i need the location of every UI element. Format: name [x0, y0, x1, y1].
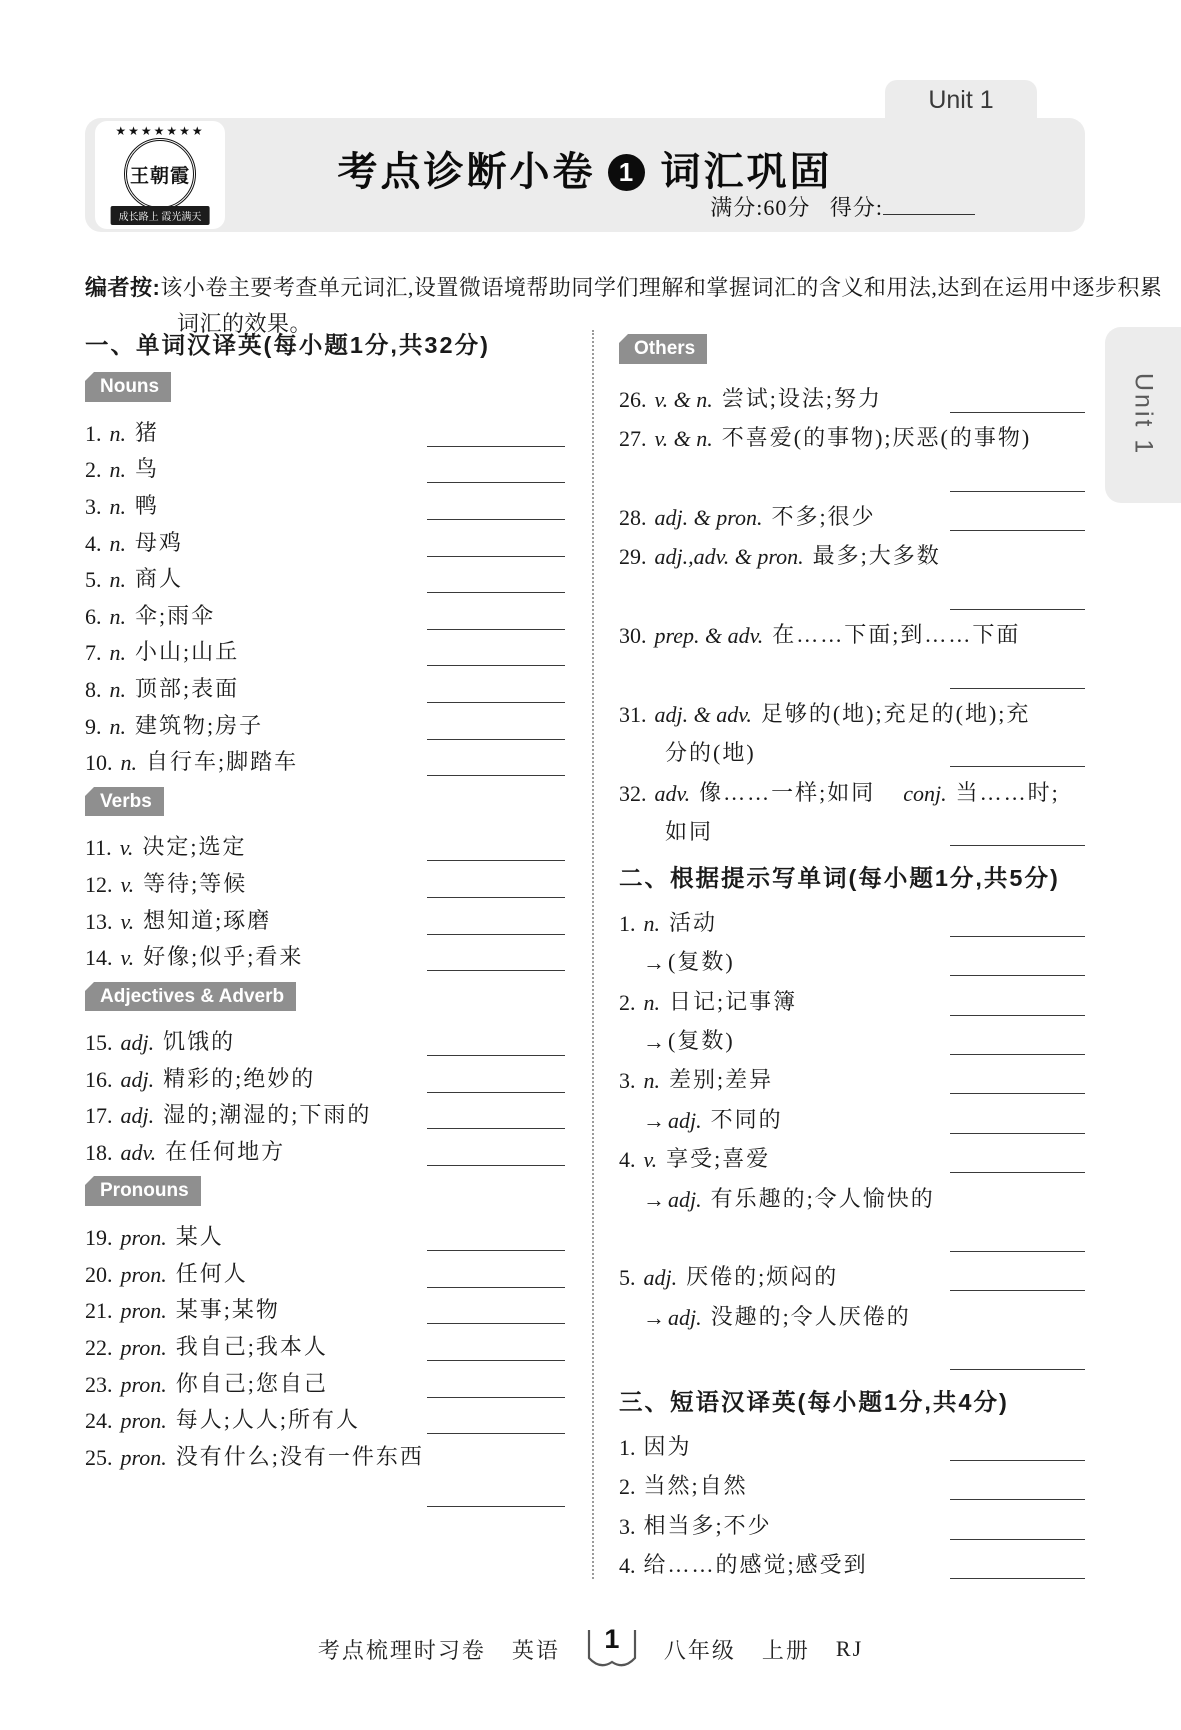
logo-stars-icon: ★★★★★★★	[115, 124, 205, 138]
worksheet-row	[619, 1213, 1085, 1252]
worksheet-row	[85, 325, 565, 362]
item-number: 32.	[619, 780, 647, 806]
item-text: 我自己;我本人	[175, 1334, 328, 1360]
worksheet-row	[85, 1398, 565, 1435]
item-text: 分的(地)	[665, 740, 756, 766]
worksheet-row	[619, 1422, 1085, 1461]
worksheet-row	[619, 1461, 1085, 1500]
answer-blank	[950, 740, 1085, 767]
item-number: 2.	[619, 1474, 636, 1500]
item-text: 相当多;不少	[643, 1512, 772, 1538]
worksheet-row	[85, 978, 565, 1015]
item-text: 没趣的;令人厌倦的	[710, 1303, 911, 1329]
item-number: 26.	[619, 386, 647, 412]
item-text: 好像;似乎;看来	[143, 944, 304, 970]
item-part-of-speech: n.	[109, 420, 126, 446]
answer-blank	[950, 1107, 1085, 1134]
score-row	[710, 191, 975, 222]
worksheet-row	[85, 1129, 565, 1166]
worksheet-row	[85, 861, 565, 898]
item-number: 3.	[619, 1513, 636, 1539]
item-number: 4.	[619, 1553, 636, 1579]
full-score-label: 满分:60分	[710, 195, 811, 220]
worksheet-row	[619, 807, 1085, 846]
item-number: 8.	[85, 676, 102, 702]
answer-blank	[950, 1225, 1085, 1252]
item-part-of-speech: v.	[120, 908, 135, 934]
answer-blank	[427, 1066, 565, 1093]
item-text: 如同	[665, 819, 714, 845]
item-part-of-speech: adj.	[120, 1103, 155, 1129]
answer-blank	[427, 944, 565, 971]
column-divider	[592, 330, 594, 1579]
item-number: 19.	[85, 1225, 113, 1251]
item-part-of-speech: adj. & pron.	[654, 504, 763, 530]
worksheet-row	[85, 935, 565, 972]
answer-blank	[950, 1343, 1085, 1370]
worksheet-row	[85, 1020, 565, 1057]
answer-blank	[427, 639, 565, 666]
item-part-of-speech: v.	[119, 835, 134, 861]
item-part-of-speech: adj.	[643, 1265, 678, 1291]
item-text: 当然;自然	[643, 1473, 748, 1499]
item-text: 顶部;表面	[135, 675, 240, 701]
answer-blank	[950, 989, 1085, 1016]
item-part-of-speech: pron.	[120, 1444, 167, 1470]
answer-blank	[427, 1029, 565, 1056]
editor-note-label: 编者按:	[85, 275, 161, 300]
item-part-of-speech: pron.	[120, 1298, 167, 1324]
item-text: (复数)	[668, 1028, 735, 1054]
answer-blank	[427, 1371, 565, 1398]
item-number: 4.	[85, 530, 102, 556]
item-text: 一、单词汉译英(每小题1分,共32分)	[85, 332, 490, 359]
item-part-of-speech: adv.	[654, 780, 691, 806]
item-number: 9.	[85, 713, 102, 739]
item-text-2: 当……时;	[955, 779, 1060, 805]
worksheet-row	[619, 1016, 1085, 1055]
item-text: 日记;记事簿	[669, 988, 798, 1014]
answer-blank	[950, 1434, 1085, 1461]
worksheet-row	[85, 1215, 565, 1252]
item-text: 在任何地方	[165, 1139, 286, 1165]
worksheet-row	[85, 1324, 565, 1361]
worksheet-row	[619, 1252, 1085, 1291]
item-text: 足够的(地);充足的(地);充	[760, 700, 1031, 726]
answer-blank	[950, 1473, 1085, 1500]
item-text: (复数)	[668, 949, 735, 975]
item-number: 2.	[619, 989, 636, 1015]
worksheet-row	[619, 937, 1085, 976]
item-number: 29.	[619, 544, 647, 570]
item-number: 5.	[85, 567, 102, 593]
item-text: 差别;差异	[669, 1067, 774, 1093]
item-text: 最多;大多数	[812, 543, 941, 569]
answer-blank	[427, 1102, 565, 1129]
worksheet-row	[85, 1288, 565, 1325]
item-part-of-speech: adj.	[120, 1030, 155, 1056]
item-number: 24.	[85, 1408, 113, 1434]
item-part-of-speech: adj.	[668, 1304, 702, 1330]
item-text: 不多;很少	[771, 503, 876, 529]
answer-blank	[950, 583, 1085, 610]
answer-blank	[950, 949, 1085, 976]
answer-blank	[427, 420, 565, 447]
item-part-of-speech: n.	[109, 603, 126, 629]
item-part-of-speech: v. & n.	[654, 426, 713, 452]
item-number: 6.	[85, 603, 102, 629]
item-part-of-speech: adv.	[120, 1140, 157, 1166]
item-part-of-speech: n.	[120, 750, 137, 776]
worksheet-row	[619, 767, 1085, 806]
item-number: 23.	[85, 1371, 113, 1397]
answer-blank	[950, 465, 1085, 492]
worksheet-row	[85, 1056, 565, 1093]
item-part-of-speech: pron.	[120, 1261, 167, 1287]
worksheet-row	[85, 410, 565, 447]
item-part-of-speech: pron.	[120, 1335, 167, 1361]
worksheet-row	[85, 1361, 565, 1398]
worksheet-row	[619, 531, 1085, 570]
item-text: 商人	[135, 566, 184, 592]
worksheet-row	[85, 557, 565, 594]
answer-blank	[427, 834, 565, 861]
item-number: 20.	[85, 1261, 113, 1287]
footer-edition: RJ	[835, 1636, 864, 1661]
item-part-of-speech: n.	[109, 457, 126, 483]
worksheet-row	[619, 329, 1085, 368]
item-text: 某人	[175, 1224, 224, 1250]
item-number: 1.	[619, 1434, 636, 1460]
item-part-of-speech: v.	[120, 871, 135, 897]
editor-note-text: 该小卷主要考查单元词汇,设置微语境帮助同学们理解和掌握词汇的含义和用法,达到在运用中逐步积累词汇的效果。	[160, 275, 1163, 336]
item-part-of-speech: pron.	[120, 1225, 167, 1251]
item-number: 31.	[619, 701, 647, 727]
answer-blank	[950, 1513, 1085, 1540]
item-text: 母鸡	[135, 529, 184, 555]
item-number: 13.	[85, 908, 113, 934]
item-number: 3.	[619, 1068, 636, 1094]
item-number: 10.	[85, 750, 113, 776]
item-number: 2.	[85, 457, 102, 483]
item-part-of-speech: n.	[643, 989, 660, 1015]
item-part-of-speech: adj.,adv. & pron.	[654, 544, 804, 570]
logo-brand-text: 王朝霞	[129, 165, 190, 187]
item-text: 猪	[135, 419, 160, 445]
item-text: 有乐趣的;令人愉快的	[710, 1185, 935, 1211]
answer-blank	[427, 713, 565, 740]
answer-blank	[427, 1139, 565, 1166]
item-part-of-speech: v.	[643, 1147, 658, 1173]
right-column	[619, 322, 1085, 1579]
item-number: 7.	[85, 640, 102, 666]
worksheet-row	[619, 1134, 1085, 1173]
worksheet-row	[619, 1540, 1085, 1579]
earned-score-blank	[883, 196, 975, 215]
item-text: 小山;山丘	[135, 639, 240, 665]
worksheet-row	[85, 630, 565, 667]
worksheet-row	[619, 1380, 1085, 1419]
answer-blank	[950, 1146, 1085, 1173]
item-text: 三、短语汉译英(每小题1分,共4分)	[619, 1388, 1009, 1415]
worksheet-row	[85, 740, 565, 777]
worksheet-row	[85, 1093, 565, 1130]
category-label: Adjectives & Adverb	[85, 982, 296, 1012]
item-number: 25.	[85, 1444, 113, 1470]
worksheet-row	[85, 898, 565, 935]
item-number: 5.	[619, 1265, 636, 1291]
item-part-of-speech: pron.	[120, 1408, 167, 1434]
answer-blank	[427, 1334, 565, 1361]
worksheet-row	[85, 825, 565, 862]
title-right: 词汇巩固	[660, 150, 833, 194]
item-text: 不喜爱(的事物);厌恶(的事物)	[721, 425, 1032, 451]
unit-tab-side	[1105, 327, 1181, 503]
worksheet-row	[619, 1331, 1085, 1370]
item-part-of-speech: n.	[109, 676, 126, 702]
item-text: 建筑物;房子	[135, 712, 264, 738]
title-number-badge: 1	[608, 154, 645, 191]
page-number-book-icon	[586, 1626, 638, 1672]
answer-blank	[427, 1480, 565, 1507]
unit-tab-top	[885, 80, 1037, 120]
worksheet-row	[85, 783, 565, 820]
item-text: 二、根据提示写单词(每小题1分,共5分)	[619, 864, 1060, 891]
item-number: 12.	[85, 871, 113, 897]
worksheet-row	[619, 1094, 1085, 1133]
answer-blank	[427, 871, 565, 898]
worksheet-row	[619, 1500, 1085, 1539]
worksheet-row	[85, 1173, 565, 1210]
worksheet-row	[619, 373, 1085, 412]
answer-blank	[950, 1028, 1085, 1055]
item-number: 1.	[85, 420, 102, 446]
category-label: Nouns	[85, 372, 171, 402]
item-number: 17.	[85, 1103, 113, 1129]
item-part-of-speech: v. & n.	[654, 386, 713, 412]
item-text: 在……下面;到……下面	[772, 622, 1021, 648]
worksheet-row	[619, 649, 1085, 688]
item-number: 15.	[85, 1030, 113, 1056]
worksheet-row	[619, 452, 1085, 491]
worksheet-row	[619, 728, 1085, 767]
item-text: 不同的	[710, 1106, 783, 1132]
answer-blank	[427, 1297, 565, 1324]
worksheet-row	[85, 666, 565, 703]
worksheet-row	[619, 689, 1085, 728]
footer	[0, 1626, 1181, 1672]
item-part-of-speech: adj. & adv.	[654, 701, 752, 727]
item-text: 伞;雨伞	[135, 602, 216, 628]
item-text: 自行车;脚踏车	[146, 749, 299, 775]
answer-blank	[427, 603, 565, 630]
item-text: 因为	[643, 1433, 692, 1459]
item-text: 任何人	[175, 1260, 248, 1286]
item-number: 4.	[619, 1147, 636, 1173]
answer-blank	[427, 749, 565, 776]
arrow-derivation-icon: →	[643, 1107, 665, 1133]
answer-blank	[427, 566, 565, 593]
answer-blank	[950, 1264, 1085, 1291]
item-part-of-speech: n.	[643, 910, 660, 936]
item-text: 你自己;您自己	[175, 1370, 328, 1396]
answer-blank	[950, 1067, 1085, 1094]
item-number: 11.	[85, 835, 112, 861]
item-part-of-speech: n.	[643, 1068, 660, 1094]
earned-score-label: 得分:	[829, 195, 883, 220]
page-number: 1	[604, 1624, 620, 1654]
item-number: 1.	[619, 910, 636, 936]
worksheet-row	[619, 897, 1085, 936]
worksheet-row	[85, 520, 565, 557]
answer-blank	[427, 676, 565, 703]
worksheet-row	[619, 413, 1085, 452]
worksheet-row	[85, 1251, 565, 1288]
answer-blank	[427, 493, 565, 520]
item-part-of-speech: adj.	[668, 1186, 702, 1212]
footer-volume: 上册	[761, 1637, 810, 1663]
item-text: 湿的;潮湿的;下雨的	[163, 1102, 372, 1128]
item-part-of-speech: n.	[109, 530, 126, 556]
item-text: 精彩的;绝妙的	[163, 1065, 316, 1091]
left-column	[85, 322, 565, 1579]
worksheet-row	[619, 492, 1085, 531]
item-number: 21.	[85, 1298, 113, 1324]
item-part-of-speech-2: conj.	[903, 780, 947, 806]
worksheet-row	[619, 856, 1085, 895]
worksheet-row	[619, 1173, 1085, 1212]
answer-blank	[950, 819, 1085, 846]
arrow-derivation-icon: →	[643, 1029, 665, 1055]
item-text: 尝试;设法;努力	[721, 385, 882, 411]
arrow-derivation-icon: →	[643, 950, 665, 976]
unit-tab-top-label: Unit 1	[928, 85, 994, 114]
item-text: 某事;某物	[175, 1297, 280, 1323]
item-part-of-speech: n.	[109, 640, 126, 666]
answer-blank	[950, 910, 1085, 937]
item-text: 鸭	[135, 492, 160, 518]
answer-blank	[427, 1224, 565, 1251]
item-part-of-speech: pron.	[120, 1371, 167, 1397]
item-number: 28.	[619, 504, 647, 530]
item-part-of-speech: n.	[109, 493, 126, 519]
item-text: 给……的感觉;感受到	[643, 1552, 868, 1578]
answer-blank	[427, 908, 565, 935]
item-number: 27.	[619, 426, 647, 452]
item-text: 等待;等候	[143, 870, 248, 896]
item-text: 鸟	[135, 456, 160, 482]
category-label: Pronouns	[85, 1176, 201, 1206]
arrow-derivation-icon: →	[643, 1186, 665, 1212]
item-number: 18.	[85, 1140, 113, 1166]
worksheet-row	[619, 570, 1085, 609]
header	[85, 118, 1085, 232]
item-number: 30.	[619, 623, 647, 649]
answer-blank	[427, 1407, 565, 1434]
item-text: 想知道;琢磨	[143, 907, 272, 933]
footer-series: 考点梳理时习卷	[317, 1637, 486, 1663]
unit-tab-side-label: Unit 1	[1129, 373, 1158, 457]
item-text: 饥饿的	[163, 1029, 236, 1055]
content-columns	[85, 322, 1085, 1579]
worksheet-row	[85, 447, 565, 484]
answer-blank	[427, 530, 565, 557]
item-text: 厌倦的;烦闷的	[686, 1264, 839, 1290]
worksheet-row	[619, 1055, 1085, 1094]
worksheet-row	[85, 1434, 565, 1471]
logo-ribbon-text: 成长路上 霞光满天	[111, 206, 210, 225]
answer-blank	[950, 1552, 1085, 1579]
worksheet-row	[619, 976, 1085, 1015]
worksheet-row	[619, 1291, 1085, 1330]
item-text: 决定;选定	[142, 834, 247, 860]
answer-blank	[427, 1261, 565, 1288]
item-text: 每人;人人;所有人	[175, 1407, 360, 1433]
item-part-of-speech: adj.	[668, 1107, 702, 1133]
item-text: 像……一样;如同	[699, 779, 876, 805]
item-part-of-speech: adj.	[120, 1066, 155, 1092]
item-number: 3.	[85, 493, 102, 519]
worksheet-row	[85, 593, 565, 630]
arrow-derivation-icon: →	[643, 1304, 665, 1330]
item-text: 享受;喜爱	[666, 1146, 771, 1172]
item-part-of-speech: v.	[120, 945, 135, 971]
item-part-of-speech: n.	[109, 713, 126, 739]
category-label: Others	[619, 334, 707, 364]
category-label: Verbs	[85, 787, 164, 817]
answer-blank	[950, 386, 1085, 413]
item-text: 没有什么;没有一件东西	[175, 1443, 424, 1469]
item-number: 22.	[85, 1335, 113, 1361]
item-part-of-speech: n.	[109, 567, 126, 593]
item-number: 14.	[85, 945, 113, 971]
worksheet-row	[619, 610, 1085, 649]
answer-blank	[950, 662, 1085, 689]
item-number: 16.	[85, 1066, 113, 1092]
worksheet-row	[85, 1471, 565, 1508]
answer-blank	[427, 456, 565, 483]
worksheet-row	[85, 703, 565, 740]
footer-subject: 英语	[511, 1637, 560, 1663]
item-text: 活动	[669, 909, 718, 935]
footer-grade: 八年级	[663, 1637, 736, 1663]
title-left: 考点诊断小卷	[337, 150, 596, 194]
item-part-of-speech: prep. & adv.	[654, 623, 764, 649]
page-title	[85, 140, 1085, 197]
worksheet-row	[85, 369, 565, 406]
worksheet-row	[85, 483, 565, 520]
answer-blank	[950, 504, 1085, 531]
